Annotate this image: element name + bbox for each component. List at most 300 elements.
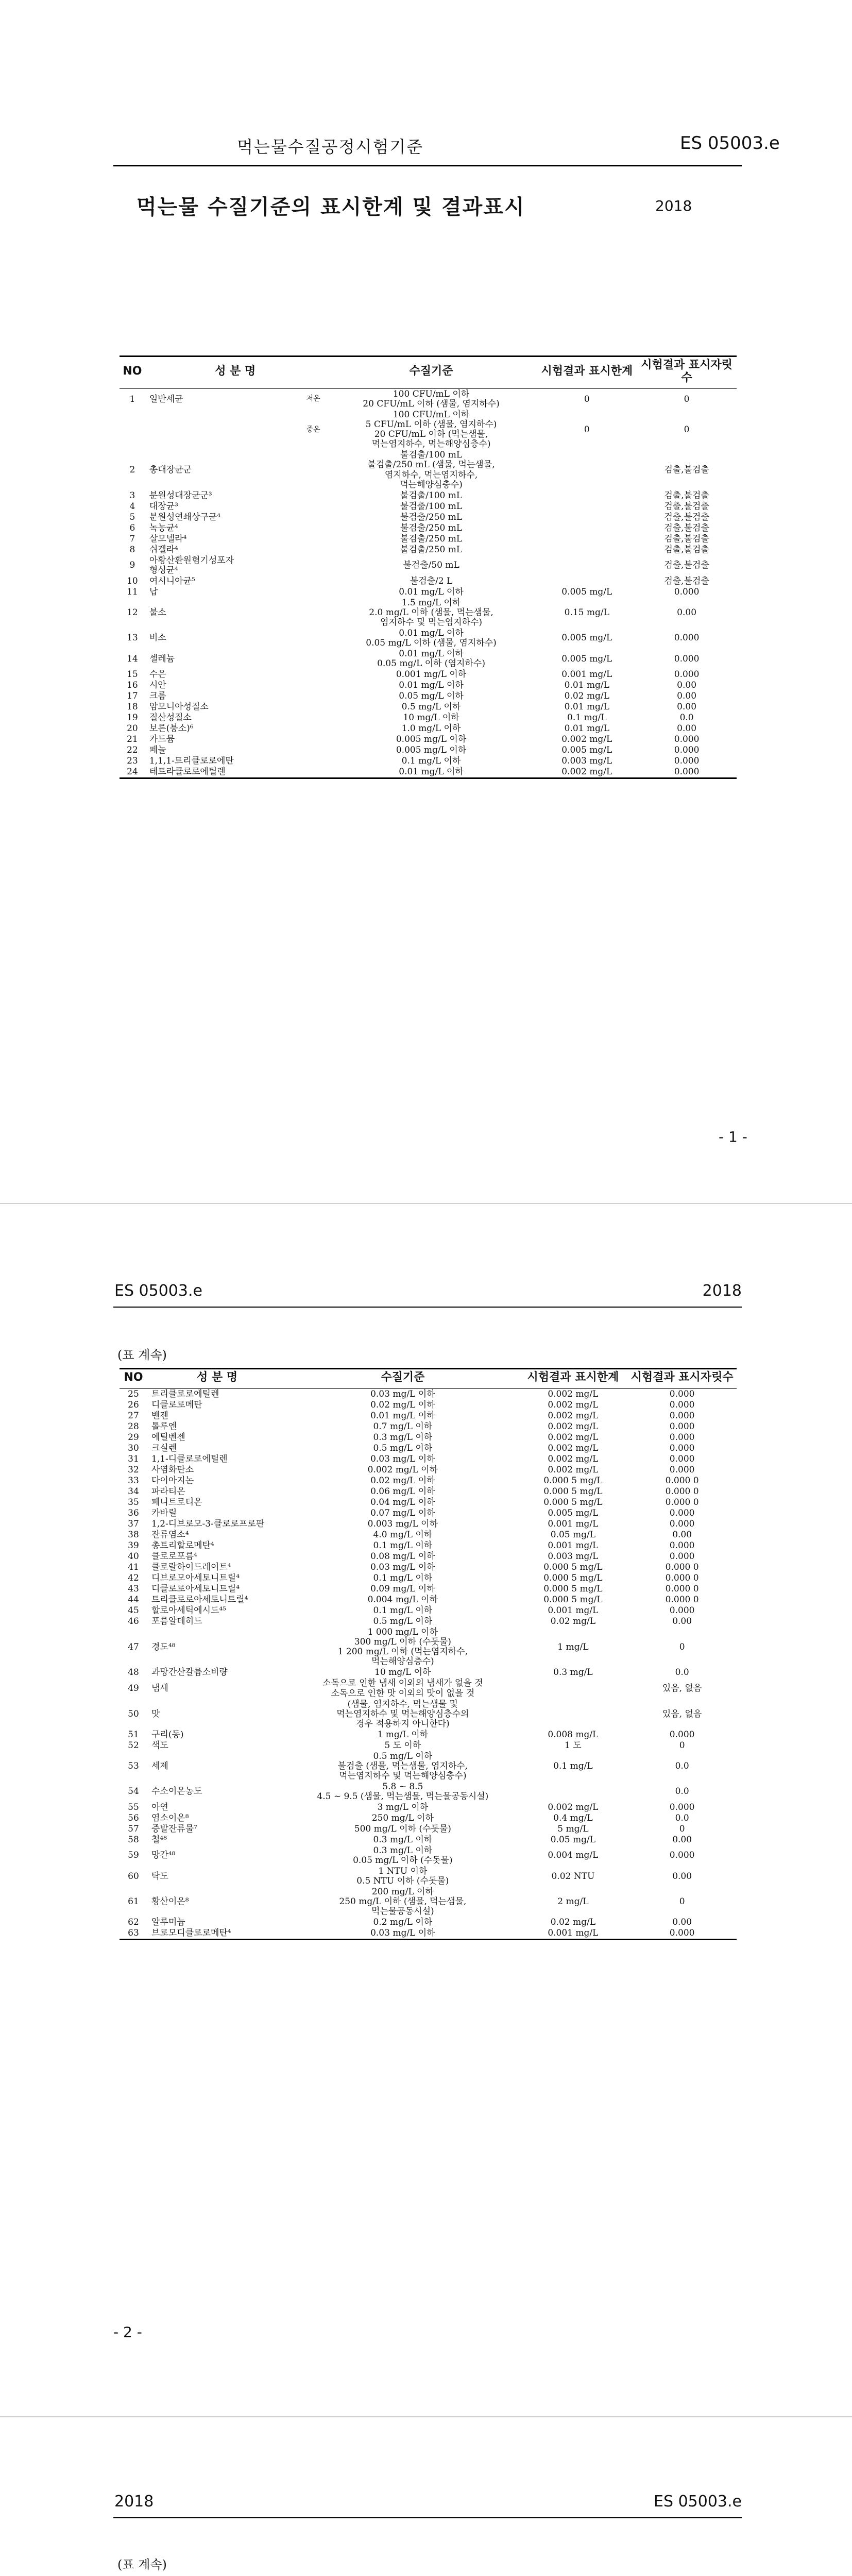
row-no: 12 bbox=[127, 607, 138, 618]
row-standard: 0.01 mg/L 이하 bbox=[399, 680, 464, 691]
row-limit: 0.05 mg/L bbox=[550, 1834, 596, 1845]
row-no: 10 bbox=[127, 575, 138, 586]
row-standard: 1 NTU 이하 0.5 NTU 이하 (수돗물) bbox=[356, 1866, 449, 1887]
row-digits: 검출,불검출 bbox=[664, 560, 709, 571]
row-limit: 0.000 5 mg/L bbox=[543, 1562, 603, 1573]
row-standard: 불검출/2 L bbox=[410, 575, 453, 586]
row-no: 57 bbox=[128, 1823, 139, 1834]
row-limit: 0.000 5 mg/L bbox=[543, 1584, 603, 1595]
row-digits: 0.000 bbox=[669, 1850, 695, 1861]
row-no: 3 bbox=[129, 490, 135, 501]
table-row bbox=[120, 576, 737, 587]
row-digits: 검출,불검출 bbox=[664, 464, 709, 475]
row-standard: 4.0 mg/L 이하 bbox=[373, 1530, 433, 1540]
row-digits: 0 bbox=[679, 1823, 685, 1834]
row-no: 29 bbox=[128, 1432, 139, 1443]
row-digits: 0.000 0 bbox=[665, 1573, 699, 1584]
row-standard: 500 mg/L 이하 (수돗물) bbox=[354, 1823, 451, 1834]
row-limit bbox=[537, 576, 637, 587]
row-digits: 0.00 bbox=[677, 723, 697, 734]
table-row bbox=[120, 1388, 737, 1400]
table-row bbox=[120, 628, 737, 649]
row-subname bbox=[273, 490, 326, 501]
page-1 bbox=[0, 0, 852, 1195]
table-row bbox=[120, 1917, 737, 1928]
running-rule bbox=[113, 1307, 742, 1308]
row-name: 할로아세틱에시드⁴⁵ bbox=[151, 1605, 227, 1616]
table-row bbox=[120, 501, 737, 512]
row-name: 아연 bbox=[151, 1802, 168, 1812]
row-limit bbox=[537, 523, 637, 534]
row-name: 탁도 bbox=[151, 1871, 168, 1882]
table-row bbox=[120, 1605, 737, 1616]
row-digits: 0.000 bbox=[669, 1551, 695, 1562]
row-name: 포름알데히드 bbox=[151, 1616, 202, 1627]
row-name: 카바릴 bbox=[151, 1507, 177, 1518]
row-digits: 0.000 bbox=[669, 1802, 695, 1812]
table-row bbox=[120, 649, 737, 669]
row-limit: 0.000 5 mg/L bbox=[543, 1595, 603, 1605]
page-number-1: - 1 - bbox=[719, 1128, 747, 1145]
row-name: 시안 bbox=[149, 680, 166, 691]
row-subname bbox=[273, 501, 326, 512]
row-limit: 0.002 mg/L bbox=[561, 734, 612, 745]
table-row bbox=[120, 534, 737, 545]
row-digits: 0 bbox=[679, 1896, 685, 1907]
row-digits: 0.000 bbox=[669, 1453, 695, 1464]
row-limit: 0.005 mg/L bbox=[548, 1507, 599, 1518]
row-subname bbox=[273, 723, 326, 734]
col-standard: 수질기준 bbox=[326, 357, 537, 389]
table-row bbox=[120, 680, 737, 691]
row-standard: 0.001 mg/L 이하 bbox=[396, 669, 467, 680]
row-no: 54 bbox=[128, 1786, 139, 1797]
table-row bbox=[120, 745, 737, 756]
row-name: 냄새 bbox=[151, 1683, 168, 1693]
row-standard: 0.01 mg/L 이하 0.05 mg/L 이하 (염지하수) bbox=[377, 649, 485, 669]
row-subname bbox=[273, 587, 326, 598]
row-subname bbox=[273, 534, 326, 545]
row-limit: 0.005 mg/L bbox=[561, 745, 612, 756]
table-row bbox=[120, 1411, 737, 1421]
row-name: 쉬겔라⁴ bbox=[149, 544, 178, 555]
row-limit bbox=[537, 501, 637, 512]
row-no: 39 bbox=[128, 1540, 139, 1551]
row-digits: 0.000 bbox=[669, 1519, 695, 1529]
row-no: 35 bbox=[128, 1497, 139, 1507]
table-row bbox=[120, 1699, 737, 1730]
row-digits: 0.000 bbox=[674, 586, 700, 597]
table-row bbox=[120, 1866, 737, 1887]
row-no: 41 bbox=[128, 1562, 139, 1573]
row-name: 디클로로메탄 bbox=[151, 1399, 202, 1410]
row-no: 24 bbox=[120, 767, 145, 778]
row-name: 보론(붕소)⁶ bbox=[149, 723, 194, 734]
row-name: 파라티온 bbox=[151, 1486, 185, 1497]
row-digits: 0.00 bbox=[677, 691, 697, 702]
row-name: 불소 bbox=[149, 607, 166, 618]
table-row bbox=[120, 1476, 737, 1486]
row-limit: 0.02 mg/L bbox=[550, 1917, 596, 1928]
row-name bbox=[145, 410, 273, 450]
row-limit: 0.3 mg/L bbox=[553, 1667, 593, 1678]
row-limit: 0.000 5 mg/L bbox=[543, 1573, 603, 1584]
row-limit bbox=[519, 1678, 628, 1699]
row-standard: 0.3 mg/L 이하 0.05 mg/L 이하 (수돗물) bbox=[353, 1845, 453, 1866]
table-row bbox=[120, 389, 737, 410]
row-no: 9 bbox=[129, 560, 135, 571]
row-name: 녹농균⁴ bbox=[149, 522, 178, 533]
row-standard: 0.005 mg/L 이하 bbox=[396, 745, 467, 756]
row-name: 총트리할로메탄⁴ bbox=[151, 1540, 214, 1551]
row-standard: 0.7 mg/L 이하 bbox=[373, 1421, 433, 1432]
row-name: 황산이온⁸ bbox=[151, 1896, 189, 1907]
row-digits: 0.0 bbox=[679, 713, 694, 723]
row-standard: 0.004 mg/L 이하 bbox=[367, 1595, 438, 1605]
table-row bbox=[120, 1443, 737, 1454]
row-name: 아황산환원혐기성포자 형성균⁴ bbox=[149, 555, 234, 575]
row-limit: 0.002 mg/L bbox=[548, 1464, 599, 1475]
row-limit: 0.001 mg/L bbox=[548, 1519, 599, 1529]
row-digits: 0.0 bbox=[675, 1760, 689, 1771]
table-row bbox=[120, 1751, 737, 1782]
row-standard: 0.3 mg/L 이하 bbox=[373, 1432, 433, 1443]
row-subname bbox=[273, 702, 326, 713]
row-limit: 0.005 mg/L bbox=[561, 633, 612, 643]
row-no: 22 bbox=[127, 745, 138, 756]
row-standard: 0.03 mg/L 이하 bbox=[370, 1388, 435, 1399]
table-row bbox=[120, 1928, 737, 1940]
row-no: 5 bbox=[129, 512, 135, 522]
row-name: 질산성질소 bbox=[149, 713, 192, 723]
row-standard: 10 mg/L 이하 bbox=[403, 713, 459, 723]
row-subname bbox=[273, 691, 326, 702]
row-name: 염소이온⁸ bbox=[151, 1812, 189, 1823]
row-digits: 0 bbox=[679, 1740, 685, 1751]
standards-table-1 bbox=[120, 355, 737, 779]
row-standard: 0.1 mg/L 이하 bbox=[373, 1540, 433, 1551]
row-standard: 0.5 mg/L 이하 bbox=[373, 1616, 433, 1627]
row-digits: 0.000 bbox=[669, 1443, 695, 1453]
row-digits: 0.00 bbox=[672, 1871, 692, 1882]
row-name: 맛 bbox=[151, 1708, 160, 1719]
row-name: 디클로로아세토니트릴⁴ bbox=[151, 1584, 240, 1595]
row-no: 28 bbox=[128, 1421, 139, 1432]
row-no: 47 bbox=[128, 1641, 139, 1652]
row-no: 61 bbox=[128, 1896, 139, 1907]
row-no: 37 bbox=[128, 1519, 139, 1529]
row-no: 62 bbox=[128, 1917, 139, 1928]
row-standard: 0.01 mg/L 이하 bbox=[399, 586, 464, 597]
row-limit: 0.002 mg/L bbox=[548, 1388, 599, 1399]
row-standard: 0.03 mg/L 이하 bbox=[287, 1928, 518, 1940]
row-standard: 0.3 mg/L 이하 bbox=[373, 1834, 433, 1845]
page-separator bbox=[0, 1203, 852, 1204]
row-digits: 검출,불검출 bbox=[664, 522, 709, 533]
table-row bbox=[120, 1519, 737, 1530]
row-digits: 검출,불검출 bbox=[664, 575, 709, 586]
row-digits: 0.000 0 bbox=[665, 1475, 699, 1486]
row-name: 수은 bbox=[149, 669, 166, 680]
row-name: 1,1,1-트리클로로에탄 bbox=[149, 756, 234, 767]
row-no: 14 bbox=[127, 653, 138, 664]
row-standard: 5.8 ~ 8.5 4.5 ~ 9.5 (샘물, 먹는샘물, 먹는물공동시설) bbox=[317, 1781, 489, 1802]
row-name: 증발잔류물⁷ bbox=[151, 1823, 197, 1834]
row-digits: 0 bbox=[684, 394, 690, 404]
row-no: 59 bbox=[128, 1850, 139, 1861]
running-code: ES 05003.e bbox=[654, 2493, 742, 2511]
row-limit: 0.003 mg/L bbox=[561, 756, 612, 767]
table-row bbox=[120, 1497, 737, 1508]
row-standard: 0.005 mg/L 이하 bbox=[396, 734, 467, 745]
row-subname: 중온 bbox=[306, 425, 320, 434]
table-row bbox=[120, 1845, 737, 1866]
row-no: 42 bbox=[128, 1573, 139, 1584]
row-limit: 0.002 mg/L bbox=[548, 1453, 599, 1464]
table-row bbox=[120, 1540, 737, 1551]
row-standard: 0.1 mg/L 이하 bbox=[373, 1605, 433, 1616]
row-no: 32 bbox=[128, 1464, 139, 1475]
table-row bbox=[120, 1824, 737, 1835]
table-row bbox=[120, 1562, 737, 1573]
table-body-2 bbox=[120, 1388, 737, 1940]
row-digits: 검출,불검출 bbox=[664, 512, 709, 522]
table-row bbox=[120, 723, 737, 734]
table-row bbox=[120, 1432, 737, 1443]
row-limit bbox=[537, 450, 637, 490]
row-digits: 0.00 bbox=[677, 607, 697, 618]
row-name: 크롬 bbox=[149, 691, 166, 702]
row-name: 셀레늄 bbox=[149, 653, 175, 664]
table-row bbox=[120, 1813, 737, 1824]
row-limit: 0.000 5 mg/L bbox=[543, 1497, 603, 1507]
row-name: 잔류염소⁴ bbox=[151, 1530, 189, 1540]
page-number-2: - 2 - bbox=[113, 2324, 142, 2341]
row-limit: 0 bbox=[584, 424, 590, 435]
table-continued: (표 계속) bbox=[117, 2557, 167, 2572]
row-standard: 0.002 mg/L 이하 bbox=[367, 1464, 438, 1475]
row-name: 크실렌 bbox=[151, 1443, 177, 1453]
row-limit bbox=[519, 1782, 628, 1802]
row-standard: 0.2 mg/L 이하 bbox=[373, 1917, 433, 1928]
row-no: 30 bbox=[128, 1443, 139, 1453]
row-digits: 0.0 bbox=[675, 1786, 689, 1797]
row-standard: 불검출/100 mL bbox=[400, 501, 463, 512]
row-standard: 소독으로 인한 냄새 이외의 냄새가 없을 것 소독으로 인한 맛 이외의 맛이 없을 것 bbox=[322, 1678, 483, 1699]
table-row bbox=[120, 1740, 737, 1751]
row-subname bbox=[273, 649, 326, 669]
row-limit: 0.002 mg/L bbox=[548, 1421, 599, 1432]
row-digits: 0.0 bbox=[675, 1812, 689, 1823]
table-row bbox=[120, 598, 737, 628]
table-row bbox=[120, 410, 737, 450]
row-name: 분원성연쇄상구균⁴ bbox=[149, 512, 221, 522]
row-limit: 0.002 mg/L bbox=[548, 1399, 599, 1410]
row-digits: 0.000 bbox=[674, 756, 700, 767]
row-name: 1,2-디브로모-3-클로로프로판 bbox=[151, 1519, 265, 1529]
row-limit bbox=[537, 512, 637, 523]
row-standard: 0.03 mg/L 이하 bbox=[370, 1562, 435, 1573]
row-subname bbox=[273, 669, 326, 680]
row-name: 암모니아성질소 bbox=[149, 702, 209, 713]
row-no: 33 bbox=[128, 1475, 139, 1486]
row-standard: 0.03 mg/L 이하 bbox=[370, 1453, 435, 1464]
table-row bbox=[120, 1782, 737, 1802]
table-row bbox=[120, 1887, 737, 1917]
row-standard: 0.1 mg/L 이하 bbox=[373, 1573, 433, 1584]
col-no: NO bbox=[120, 357, 145, 389]
table-continued: (표 계속) bbox=[117, 1348, 167, 1362]
row-standard: (샘물, 염지하수, 먹는샘물 및 먹는염지하수 및 먹는해양심층수의 경우 적용하지 아니한다) bbox=[336, 1699, 469, 1729]
row-limit: 2 mg/L bbox=[557, 1896, 589, 1907]
row-standard: 1.5 mg/L 이하 2.0 mg/L 이하 (샘물, 먹는샘물, 염지하수 및 먹는염지하수) bbox=[369, 597, 493, 628]
row-subname bbox=[273, 756, 326, 767]
row-no: 1 bbox=[129, 394, 135, 404]
doc-year: 2018 bbox=[655, 197, 692, 214]
row-digits: 0.00 bbox=[677, 680, 697, 691]
row-name: 과망간산칼륨소비량 bbox=[151, 1667, 228, 1678]
row-limit: 0.000 5 mg/L bbox=[543, 1475, 603, 1486]
table-row bbox=[120, 767, 737, 778]
row-no: 63 bbox=[120, 1928, 147, 1940]
table-row bbox=[120, 1802, 737, 1813]
row-no: 15 bbox=[127, 669, 138, 680]
row-standard: 0.003 mg/L 이하 bbox=[367, 1519, 438, 1529]
row-name: 일반세균 bbox=[149, 394, 183, 404]
row-name: 에틸벤젠 bbox=[151, 1432, 185, 1443]
row-no: 43 bbox=[128, 1584, 139, 1595]
table-row bbox=[120, 1421, 737, 1432]
row-name: 트리클로로에틸렌 bbox=[151, 1388, 219, 1399]
row-standard: 불검출/250 mL bbox=[400, 522, 463, 533]
row-no: 52 bbox=[128, 1740, 139, 1751]
row-digits: 0.000 0 bbox=[665, 1497, 699, 1507]
row-subname bbox=[273, 713, 326, 723]
row-no: 19 bbox=[127, 713, 138, 723]
row-no: 58 bbox=[128, 1834, 139, 1845]
row-limit: 0.4 mg/L bbox=[553, 1812, 593, 1823]
row-limit: 0.003 mg/L bbox=[548, 1551, 599, 1562]
row-name: 망간⁴⁸ bbox=[151, 1850, 176, 1861]
row-limit bbox=[537, 555, 637, 576]
page-2 bbox=[0, 1211, 852, 2411]
row-standard: 0.5 mg/L 이하 bbox=[373, 1443, 433, 1453]
row-limit: 0.02 NTU bbox=[551, 1871, 595, 1882]
row-digits: 0.000 bbox=[674, 745, 700, 756]
row-name: 색도 bbox=[151, 1740, 168, 1751]
row-limit bbox=[537, 534, 637, 545]
table-row bbox=[120, 691, 737, 702]
running-year: 2018 bbox=[114, 2493, 154, 2511]
row-name: 대장균³ bbox=[149, 501, 178, 512]
row-no bbox=[120, 410, 145, 450]
row-digits: 0.000 0 bbox=[665, 1486, 699, 1497]
row-name: 페니트로티온 bbox=[151, 1497, 202, 1507]
row-standard: 0.05 mg/L 이하 bbox=[399, 691, 464, 702]
row-limit: 0.01 mg/L bbox=[564, 680, 609, 691]
table-body-1 bbox=[120, 389, 737, 778]
table-row bbox=[120, 490, 737, 501]
row-digits: 0.000 bbox=[669, 1388, 695, 1399]
row-digits: 0.00 bbox=[672, 1917, 692, 1928]
row-name: 경도⁴⁸ bbox=[151, 1641, 176, 1652]
row-limit: 1 mg/L bbox=[557, 1641, 589, 1652]
row-no: 34 bbox=[128, 1486, 139, 1497]
row-no: 53 bbox=[128, 1760, 139, 1771]
table-row bbox=[120, 1584, 737, 1595]
row-standard: 0.07 mg/L 이하 bbox=[370, 1507, 435, 1518]
doc-title: 먹는물 수질기준의 표시한계 및 결과표시 bbox=[137, 195, 525, 219]
row-limit: 0.01 mg/L bbox=[564, 702, 609, 713]
row-subname bbox=[273, 628, 326, 649]
row-name: 트리클로로아세토니트릴⁴ bbox=[151, 1595, 248, 1605]
row-subname bbox=[273, 545, 326, 555]
row-digits: 검출,불검출 bbox=[664, 544, 709, 555]
row-standard: 0.09 mg/L 이하 bbox=[370, 1584, 435, 1595]
row-limit: 0.02 mg/L bbox=[564, 691, 609, 702]
row-standard: 0.01 mg/L 이하 0.05 mg/L 이하 (샘물, 염지하수) bbox=[366, 628, 497, 648]
table-row bbox=[120, 702, 737, 713]
row-no: 48 bbox=[128, 1667, 139, 1678]
row-digits: 0.00 bbox=[672, 1834, 692, 1845]
row-limit: 0.008 mg/L bbox=[548, 1729, 599, 1740]
row-digits: 0.000 bbox=[669, 1605, 695, 1616]
col-no: NO bbox=[120, 1369, 147, 1389]
standards-table-2 bbox=[120, 1368, 737, 1940]
table-row bbox=[120, 1616, 737, 1627]
row-no: 56 bbox=[128, 1812, 139, 1823]
row-limit: 0.002 mg/L bbox=[548, 1802, 599, 1812]
row-digits: 0.000 bbox=[669, 1421, 695, 1432]
row-limit: 0.001 mg/L bbox=[548, 1540, 599, 1551]
row-no: 7 bbox=[129, 533, 135, 544]
row-no: 46 bbox=[128, 1616, 139, 1627]
row-limit: 0.005 mg/L bbox=[561, 653, 612, 664]
row-limit: 0.002 mg/L bbox=[548, 1443, 599, 1453]
row-standard: 10 mg/L 이하 bbox=[374, 1667, 431, 1678]
row-subname bbox=[273, 680, 326, 691]
row-no: 16 bbox=[127, 680, 138, 691]
row-name: 비소 bbox=[149, 633, 166, 643]
col-digits: 시험결과 표시자릿수 bbox=[637, 357, 737, 389]
row-name: 테트라클로로에틸렌 bbox=[145, 767, 273, 778]
row-digits: 0.000 bbox=[669, 1540, 695, 1551]
row-digits: 0.000 0 bbox=[665, 1595, 699, 1605]
row-digits: 0.00 bbox=[677, 702, 697, 713]
row-limit bbox=[537, 490, 637, 501]
row-digits: 0.000 bbox=[674, 669, 700, 680]
row-digits: 0.000 bbox=[674, 633, 700, 643]
table-row bbox=[120, 1627, 737, 1667]
row-name: 세제 bbox=[151, 1760, 168, 1771]
row-no: 20 bbox=[127, 723, 138, 734]
row-limit bbox=[519, 1699, 628, 1730]
page-separator bbox=[0, 2416, 852, 2417]
row-limit: 0.002 mg/L bbox=[537, 767, 637, 778]
row-name: 디브로모아세토니트릴⁴ bbox=[151, 1573, 240, 1584]
row-no: 36 bbox=[128, 1507, 139, 1518]
row-standard: 0.08 mg/L 이하 bbox=[370, 1551, 435, 1562]
row-no: 40 bbox=[128, 1551, 139, 1562]
row-limit: 1 도 bbox=[565, 1740, 582, 1751]
row-limit: 0.001 mg/L bbox=[561, 669, 612, 680]
table-row bbox=[120, 1465, 737, 1476]
col-standard: 수질기준 bbox=[287, 1369, 518, 1389]
table-row bbox=[120, 1835, 737, 1845]
header-code: ES 05003.e bbox=[680, 133, 780, 154]
row-digits: 0 bbox=[679, 1641, 685, 1652]
row-standard: 불검출/250 mL bbox=[400, 544, 463, 555]
